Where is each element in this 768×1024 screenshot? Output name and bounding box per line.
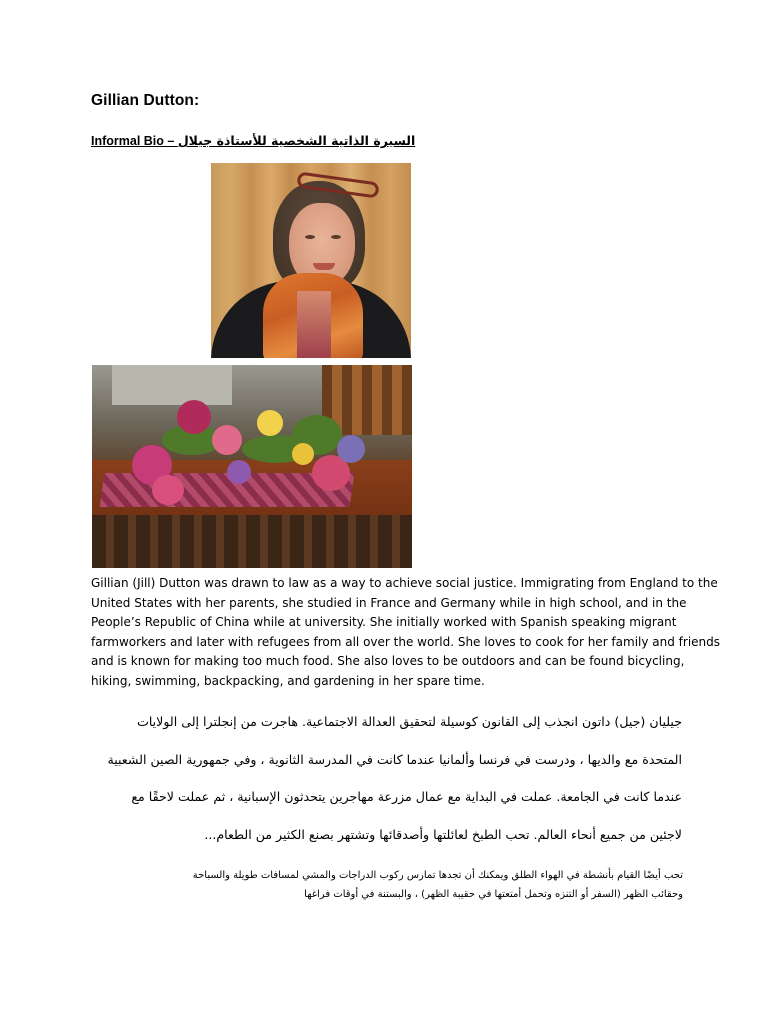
bio-arabic-line: جيليان (جيل) داتون انجذب إلى القانون كوسيلة لتحقيق العدالة الاجتماعية. هاجرت من إنجلترا إلى الولايات — [136, 714, 682, 729]
bio-english-line: hiking, swimming, backpacking, and gardening in her spare time. — [91, 673, 485, 688]
bio-arabic-line: عندما كانت في الجامعة. عملت في البداية مع عمال مزرعة مهاجرين يتحدثون الإسبانية ، ثم عملت لاحقًا مع — [131, 789, 682, 804]
bio-arabic — [84, 708, 682, 858]
bio-arabic-hobbies — [100, 866, 683, 904]
bio-english-line: People’s Republic of China while at university. She initially worked with Spanish speaking migrant — [91, 615, 677, 630]
bio-arabic-small-line: وحقائب الظهر (السفر أو التنزه وتحمل أمتعتها في حقيبة الظهر) ، والبستنة في أوقات فراغها — [304, 889, 683, 900]
portrait-photo — [211, 163, 411, 358]
flower-arrangement-photo — [92, 365, 412, 568]
bio-arabic-small-line: تحب أيضًا القيام بأنشطة في الهواء الطلق ويمكنك أن تجدها تمارس ركوب الدراجات والمشي لمسافات طويلة والسباحة — [192, 870, 683, 881]
subtitle-arabic: السيرة الذاتية الشخصية للأستاذة جيلال — [177, 133, 416, 148]
bio-arabic-line: لاجئين من جميع أنحاء العالم. تحب الطبخ لعائلتها وأصدقائها وتشتهر بصنع الكثير من الطعام... — [204, 826, 682, 842]
bio-english-line: and is known for making too much food. She also loves to be outdoors and can be found bicycling, — [91, 654, 685, 669]
bio-arabic-line: المتحدة مع والديها ، ودرست في فرنسا وألمانيا عندما كانت في المدرسة الثانوية ، وفي جمهورية الصين الشعبية — [107, 751, 682, 767]
bio-english — [91, 574, 721, 692]
bio-english-line: farmworkers and later with refugees from all over the world. She loves to cook for her family and friends — [91, 634, 721, 649]
bio-english-line: United States with her parents, she studied in France and Germany while in high school, and in the — [91, 595, 687, 610]
subtitle — [91, 133, 415, 148]
page-title: Gillian Dutton: — [91, 92, 200, 109]
bio-english-line: Gillian (Jill) Dutton was drawn to law as a way to achieve social justice. Immigrating from England to the — [91, 576, 718, 590]
subtitle-english: Informal Bio – — [91, 134, 178, 148]
